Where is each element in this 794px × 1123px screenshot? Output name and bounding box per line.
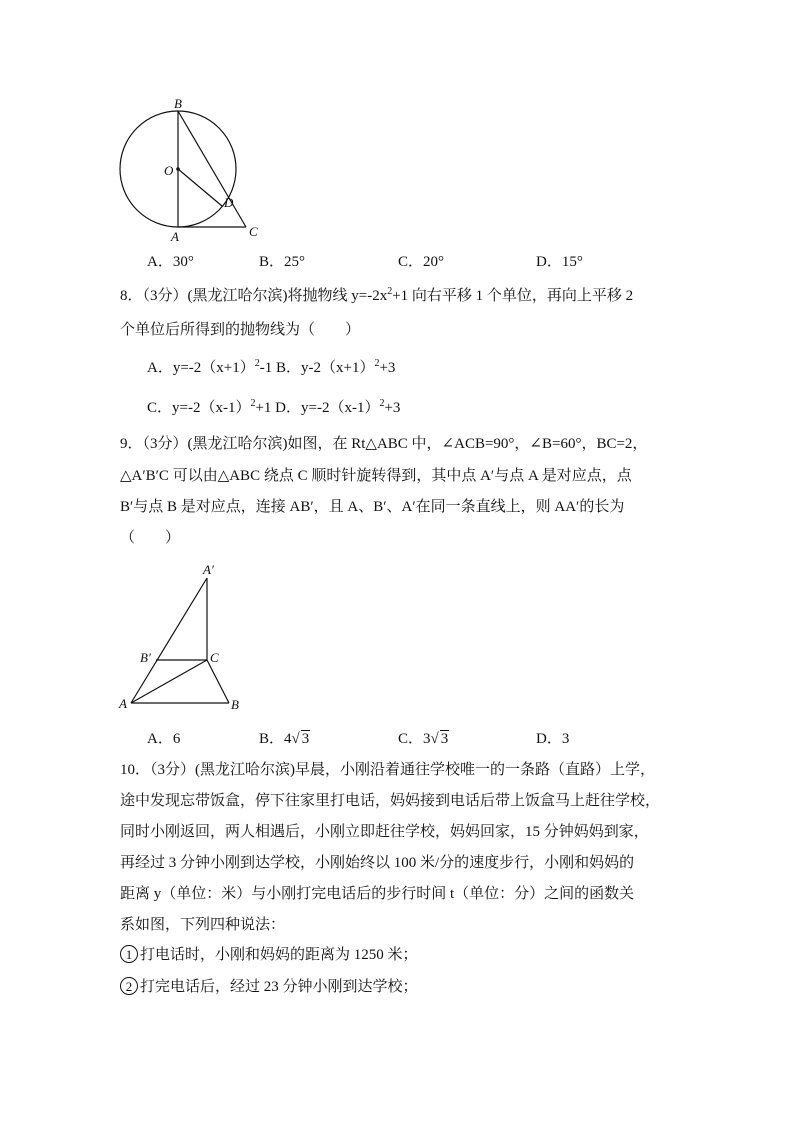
q9-option-d: D．3 (536, 731, 570, 747)
label-c9: C (210, 650, 219, 665)
q9-option-c: C．3√ 3 (398, 731, 449, 747)
q8-line2: 个单位后所得到的抛物线为（ ） (120, 322, 361, 338)
q9-option-b: B．4√ 3 (259, 731, 310, 747)
q10-line4: 再经过 3 分钟小刚到达学校，小刚始终以 100 米/分的速度步行，小刚和妈妈的 (120, 855, 635, 871)
segment-a-aprime (131, 578, 207, 703)
q7-circle-figure (110, 92, 270, 242)
circled-number-1: 1 (120, 945, 138, 963)
q10-line5: 距离 y（单位：米）与小刚打完电话后的步行时间 t（单位：分）之间的函数关 (120, 886, 635, 902)
q9-line1: 9．（3分）(黑龙江哈尔滨)如图，在 Rt△ABC 中，∠ACB=90°，∠B=60°，BC=2， (120, 436, 648, 452)
q9-triangle-figure (120, 560, 250, 710)
q8-options-cd: C．$y=-2(x-1)^2+1$ D．$y=-2(x-1)^2+3$ (147, 398, 401, 416)
q10-statement-2: 2 打完电话后，经过 23 分钟小刚到达学校； (120, 977, 418, 997)
label-a-prime: A′ (203, 562, 214, 577)
label-a9: A (119, 696, 127, 711)
segment-a-c (131, 660, 207, 703)
center-point-o (176, 167, 180, 171)
q9-line4: （ ） (120, 530, 181, 546)
label-c: C (249, 224, 258, 239)
label-b: B (174, 96, 182, 111)
q10-statement-1: 1 打电话时，小刚和妈妈的距离为 1250 米； (120, 945, 418, 965)
segment-c-b (207, 660, 229, 703)
label-a: A (171, 229, 179, 244)
q9-line3: B′与点 B 是对应点，连接 AB′，且 A、B′、A′在同一条直线上，则 AA′的长为 (120, 499, 625, 515)
q7-option-a: A．30° (147, 254, 194, 270)
q9-option-a: A．6 (147, 731, 181, 747)
q10-line2: 途中发现忘带饭盒，停下往家里打电话，妈妈接到电话后带上饭盒马上赶往学校， (120, 793, 661, 809)
label-o: O (164, 163, 174, 178)
circled-number-2: 2 (120, 977, 138, 995)
label-b-prime: B′ (140, 650, 151, 665)
q7-option-b: B．25° (259, 254, 306, 270)
q7-option-c: C．20° (398, 254, 445, 270)
q8-line1: 8．（3分）(黑龙江哈尔滨)将抛物线 $y=-2x^2+1$ 向右平移 1 个单位，再向上平移 2 (120, 286, 634, 304)
sqrt-symbol: √ (430, 731, 439, 747)
q9-line2: △A′B′C 可以由△ABC 绕点 C 顺时针旋转得到，其中点 A′与点 A 是对应点，点 (120, 468, 632, 484)
q10-line6: 系如图，下列四种说法： (120, 917, 286, 933)
q8-options-ab: A．$y=-2(x+1)^2-1$ B．$y-2(x+1)^2+3$ (147, 358, 396, 376)
q7-option-d: D．15° (536, 254, 583, 270)
label-b9: B (231, 697, 239, 712)
q10-line1: 10．（3分）(黑龙江哈尔滨)早晨，小刚沿着通往学校唯一的一条路（直路）上学， (120, 762, 655, 778)
q10-line3: 同时小刚返回，两人相遇后，小刚立即赶往学校，妈妈回家，15 分钟妈妈到家， (120, 824, 649, 840)
label-d: D (224, 195, 234, 210)
sqrt-symbol: √ (291, 731, 300, 747)
